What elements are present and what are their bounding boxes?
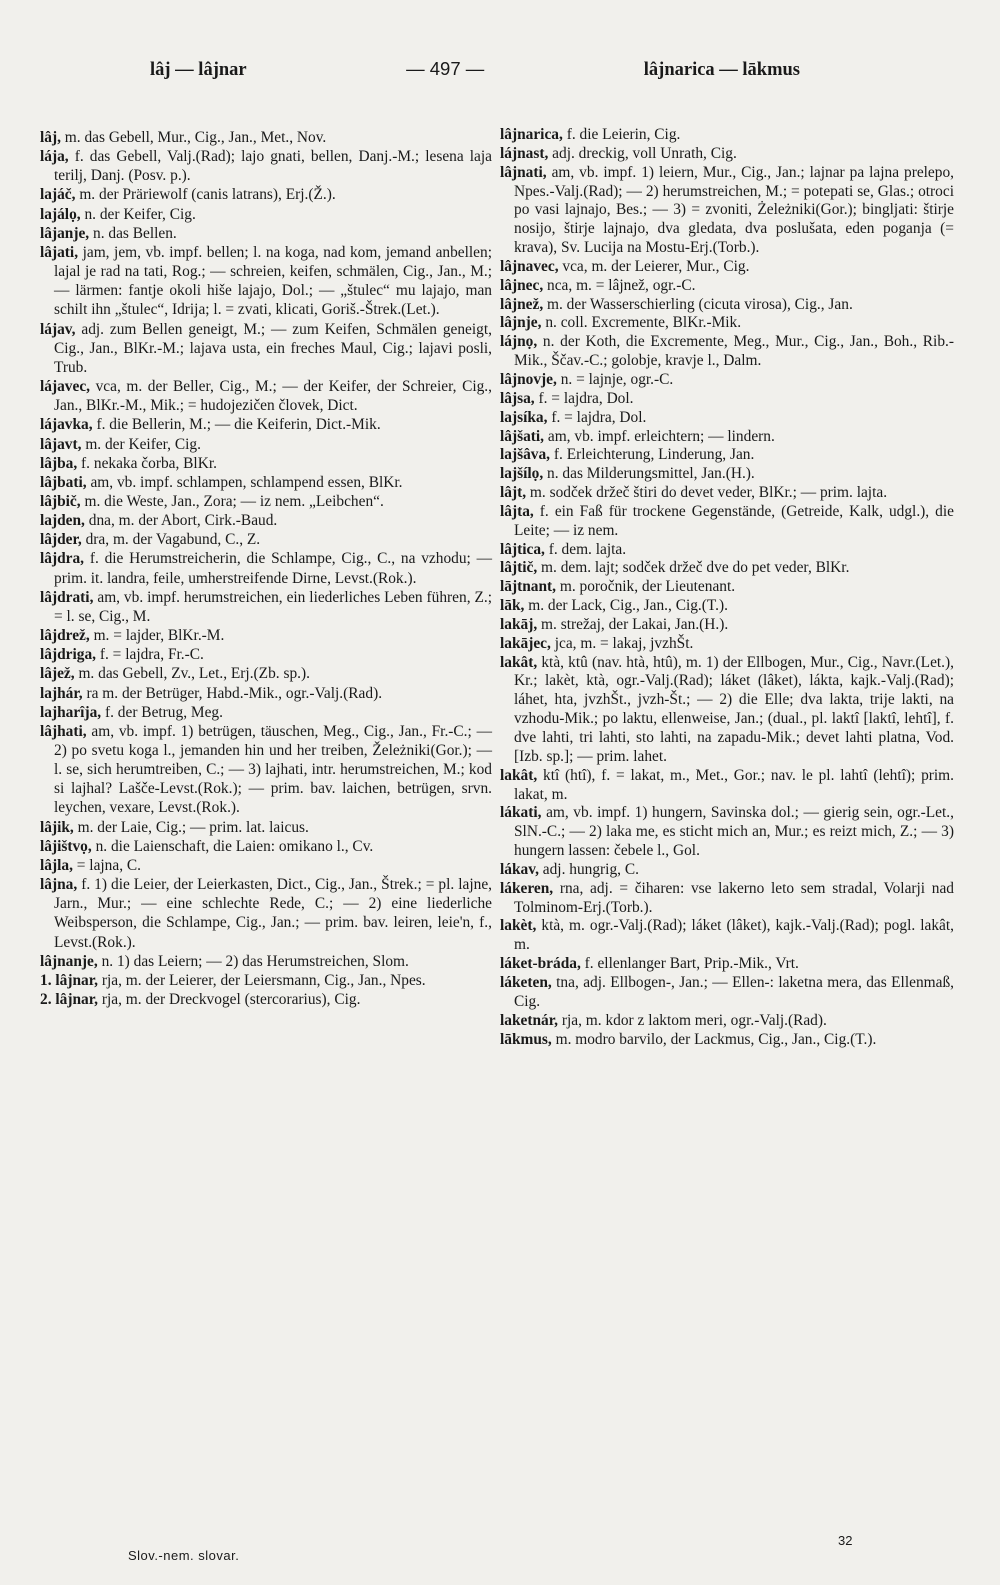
dictionary-entry <box>500 635 954 654</box>
entry-headword: 1. lâjnar, <box>40 971 99 989</box>
dictionary-entry <box>40 530 492 549</box>
dictionary-entry <box>40 703 492 722</box>
running-header <box>150 58 800 81</box>
entry-headword: lakāj, <box>500 615 538 633</box>
dictionary-entry <box>500 804 954 861</box>
dictionary-entry <box>40 492 492 511</box>
entry-definition: adj. zum Bellen geneigt, M.; — zum Keifen, Schmälen geneigt, Cig., Jan., BlKr.-M.; lajava usta, ein freches Maul, Cig.; lajavi posli, Trub. <box>54 320 492 376</box>
entry-headword: lâjnarica, <box>500 126 563 143</box>
entry-definition: f. = lajdra, Dol. <box>547 408 647 426</box>
entry-definition: m. der Laie, Cig.; — prim. lat. laicus. <box>73 818 309 836</box>
entry-headword: lakât, <box>500 653 538 671</box>
entry-headword: lâjla, <box>40 856 73 874</box>
entry-definition: n. coll. Excremente, BlKr.-Mik. <box>541 314 742 332</box>
entry-definition: am, vb. impf. 1) hungern, Savinska dol.; — gierig sein, ogr.-Let., SlN.-C.; — 2) laka me, es sticht mich an, Mur.; es reizt mich, Z.; — 3) hungern lassen: čebele l., Gol. <box>514 804 954 860</box>
entry-definition: vca, m. der Leierer, Mur., Cig. <box>558 257 750 275</box>
entry-definition: am, vb. impf. 1) betrügen, täuschen, Meg., Cig., Jan., Fr.-C.; — 2) po svetu koga l., jemanden hin und her treiben, Želeżniki(Gor.); — l. se, sich herumtreiben, C.; — 3) lajhati, intr. herumstreichen, M.; kod si lajhal? Lašče-Levst.(Rok.); — prim. bav. laichen, betrügen, srvn. leychen, vexare, Levst.(Rok.). <box>54 722 492 817</box>
entry-definition: n. das Bellen. <box>89 224 177 242</box>
entry-definition: am, vb. impf. herumstreichen, ein liederliches Leben führen, Z.; = l. se, Cig., M. <box>54 588 492 625</box>
entry-definition: m. sodček držeč štiri do devet veder, BlKr.; — prim. lajta. <box>526 484 888 502</box>
dictionary-entry <box>500 559 954 578</box>
entry-headword: lâjištvọ, <box>40 837 92 855</box>
entry-headword: lâjati, <box>40 243 79 261</box>
entry-definition: m. das Gebell, Zv., Let., Erj.(Zb. sp.). <box>74 665 310 683</box>
entry-definition: adj. hungrig, C. <box>538 860 639 878</box>
dictionary-entry <box>500 428 954 447</box>
entry-headword: lákati, <box>500 804 542 822</box>
entry-headword: lâjbati, <box>40 473 87 491</box>
dictionary-entry <box>40 224 492 243</box>
entry-headword: lajhár, <box>40 684 83 702</box>
entry-definition: am, vb. impf. 1) leiern, Mur., Cig., Jan.; lajnar pa lajna prelepo, Npes.-Valj.(Rad); — 2) herumstreichen, M.; = potepati se, Glas.; otroci po vasi lajnajo, Bes.; — 3) = zvoniti, Żeleżniki(Gor.); bingljati: štirje nosijo, štirje lajnajo, dva gledata, dva poslušata, eden poganja (= krava), Sv. Lucija na Mostu-Erj.(Torb.). <box>514 163 954 257</box>
entry-definition: nca, m. = lâjnež, ogr.-C. <box>543 276 696 294</box>
header-right-guide-words: lâjnarica — lākmus <box>643 60 800 80</box>
dictionary-entry <box>500 465 954 484</box>
entry-headword: lâjta, <box>500 502 534 520</box>
dictionary-entry <box>500 503 954 541</box>
entry-headword: lâjšati, <box>500 427 545 445</box>
dictionary-entry <box>40 320 492 377</box>
entry-headword: lâjna, <box>40 876 78 894</box>
entry-headword: 2. lâjnar, <box>40 991 99 1009</box>
right-column <box>500 126 954 1049</box>
dictionary-entry <box>500 277 954 296</box>
entry-headword: lája, <box>40 148 69 166</box>
entry-headword: lâjtica, <box>500 540 545 558</box>
entry-definition: m. der Keifer, Cig. <box>81 435 201 453</box>
entry-definition: jam, jem, vb. impf. bellen; l. na koga, nad kom, jemand anbellen; lajal je rad na tati, Rog.; — schreien, keifen, schmälen, Cig., Jan., M.; — lärmen: fantje okoli hiše lajajo, Dol.; — „štulec“ mu lajajo, man schilt ihn „štulec“, Idrija; l. = zvati, klicati, Goriš.-Štrek.(Let.). <box>54 243 492 319</box>
entry-headword: lâjba, <box>40 454 78 472</box>
dictionary-entry <box>500 258 954 277</box>
entry-definition: am, vb. impf. schlampen, schlampend essen, BlKr. <box>86 473 403 491</box>
entry-headword: lâjnež, <box>500 295 544 313</box>
dictionary-entry <box>40 243 492 320</box>
entry-definition: m. = lajder, BlKr.-M. <box>89 627 225 645</box>
dictionary-entry <box>500 371 954 390</box>
entry-definition: f. die Bellerin, M.; — die Keiferin, Dict.-Mik. <box>92 416 381 434</box>
entry-definition: m. das Gebell, Mur., Cig., Jan., Met., Nov. <box>60 129 327 146</box>
dictionary-entry <box>40 185 492 204</box>
entry-definition: = lajna, C. <box>72 856 142 874</box>
dictionary-entry <box>500 616 954 635</box>
dictionary-entry <box>40 205 492 224</box>
header-left-guide-words: lâj — lâjnar <box>150 60 247 80</box>
entry-headword: lákav, <box>500 860 539 878</box>
dictionary-entry <box>500 296 954 315</box>
entry-headword: lájavec, <box>40 378 90 396</box>
entry-headword: lajsíka, <box>500 408 548 426</box>
entry-definition: f. der Betrug, Meg. <box>101 703 223 721</box>
entry-headword: lajharîja, <box>40 703 102 721</box>
entry-definition: n. das Milderungsmittel, Jan.(H.). <box>543 465 755 483</box>
entry-headword: lâjhati, <box>40 722 87 740</box>
entry-headword: lâjdra, <box>40 550 85 568</box>
dictionary-entry <box>500 164 954 258</box>
entry-headword: lākmus, <box>500 1030 552 1048</box>
entry-headword: lajden, <box>40 512 85 530</box>
entry-definition: m. poročnik, der Lieutenant. <box>556 578 736 596</box>
entry-definition: dra, m. der Vagabund, C., Z. <box>81 531 261 549</box>
entry-definition: rja, m. der Dreckvogel (stercorarius), Cig. <box>98 991 361 1009</box>
entry-definition: f. die Herumstreicherin, die Schlampe, Cig., C., na vzhodu; — prim. it. landra, feile, umherstreifende Dirne, Levst.(Rok.). <box>54 550 492 587</box>
dictionary-entry <box>500 917 954 955</box>
entry-headword: lâjnec, <box>500 276 544 294</box>
dictionary-entry <box>500 126 954 145</box>
dictionary-entry <box>500 861 954 880</box>
entry-headword: láketen, <box>500 973 552 991</box>
entry-headword: lâjsa, <box>500 389 535 407</box>
entry-definition: n. = lajnje, ogr.-C. <box>556 370 674 388</box>
entry-definition: m. modro barvilo, der Lackmus, Cig., Jan., Cig.(T.). <box>551 1030 877 1048</box>
dictionary-entry <box>40 415 492 434</box>
footer-signature: Slov.-nem. slovar. <box>128 1548 240 1563</box>
dictionary-entry <box>40 645 492 664</box>
dictionary-entry <box>500 1012 954 1031</box>
entry-headword: lâj, <box>40 129 61 146</box>
entry-definition: m. dem. lajt; sodček držeč dve do pet veder, BlKr. <box>537 559 850 577</box>
entry-headword: lâjdriga, <box>40 646 97 664</box>
dictionary-entry <box>40 837 492 856</box>
dictionary-entry <box>500 314 954 333</box>
entry-definition: m. der Präriewolf (canis latrans), Erj.(Ž.). <box>75 186 336 204</box>
entry-definition: adj. dreckig, voll Unrath, Cig. <box>548 144 737 162</box>
entry-definition: vca, m. der Beller, Cig., M.; — der Keifer, der Schreier, Cig., Jan., BlKr.-M., Mik.; = hudojezičen človek, Dict. <box>54 378 492 415</box>
entry-definition: n. 1) das Leiern; — 2) das Herumstreichen, Slom. <box>97 952 409 970</box>
dictionary-entry <box>40 549 492 587</box>
entry-definition: am, vb. impf. erleichtern; — lindern. <box>544 427 775 445</box>
dictionary-entry <box>500 578 954 597</box>
entry-headword: lâjik, <box>40 818 74 836</box>
dictionary-entry <box>40 722 492 818</box>
dictionary-entry <box>40 435 492 454</box>
entry-definition: f. die Leierin, Cig. <box>562 126 681 143</box>
entry-definition: ktà, m. ogr.-Valj.(Rad); láket (lâket), kajk.-Valj.(Rad); pogl. lakât, m. <box>514 917 954 954</box>
dictionary-entry <box>40 147 492 185</box>
entry-definition: rja, m. kdor z laktom meri, ogr.-Valj.(Rad). <box>558 1011 827 1029</box>
entry-definition: tna, adj. Ellbogen-, Jan.; — Ellen-: laketna mera, das Ellenmaß, Cig. <box>514 973 954 1010</box>
dictionary-entry <box>40 454 492 473</box>
entry-definition: n. der Keifer, Cig. <box>80 205 196 223</box>
entry-definition: rna, adj. = čiharen: vse lakerno leto sem stradal, Volarji nad Tolminom-Erj.(Torb.). <box>514 879 954 916</box>
entry-definition: f. Erleichterung, Linderung, Jan. <box>550 446 755 464</box>
entry-headword: lajálọ, <box>40 205 81 223</box>
entry-headword: lákeren, <box>500 879 554 897</box>
dictionary-entry <box>40 990 492 1009</box>
dictionary-entry <box>40 971 492 990</box>
dictionary-entry <box>500 1031 954 1050</box>
dictionary-entry <box>500 974 954 1012</box>
dictionary-entry <box>40 818 492 837</box>
entry-definition: m. der Lack, Cig., Jan., Cig.(T.). <box>524 597 728 615</box>
entry-definition: f. ein Faß für trockene Gegenstände, (Getreide, Kalk, udgl.), die Leite; — iz nem. <box>514 502 954 539</box>
dictionary-entry <box>40 473 492 492</box>
dictionary-entry <box>40 952 492 971</box>
entry-headword: laketnár, <box>500 1011 559 1029</box>
entry-headword: lâjež, <box>40 665 75 683</box>
entry-headword: lâjnanje, <box>40 952 98 970</box>
entry-headword: lakèt, <box>500 917 537 935</box>
dictionary-entry <box>500 446 954 465</box>
dictionary-entry <box>40 856 492 875</box>
entry-definition: ra m. der Betrüger, Habd.-Mik., ogr.-Valj.(Rad). <box>82 684 383 702</box>
entry-headword: lâjnavec, <box>500 257 559 275</box>
page-number: — 497 — <box>406 58 485 79</box>
entry-headword: lâjanje, <box>40 224 90 242</box>
dictionary-entry <box>40 588 492 626</box>
entry-definition: f. nekaka čorba, BlKr. <box>77 454 217 472</box>
dictionary-entry <box>500 541 954 560</box>
dictionary-entry <box>500 484 954 503</box>
entry-headword: lâjt, <box>500 484 527 502</box>
entry-headword: lâjbič, <box>40 492 81 510</box>
dictionary-entry <box>500 654 954 767</box>
entry-headword: lajáč, <box>40 186 76 204</box>
entry-definition: n. die Laienschaft, die Laien: omikano l., Cv. <box>91 837 374 855</box>
entry-headword: lâjnovje, <box>500 370 557 388</box>
entry-definition: m. der Wasserschierling (cicuta virosa), Cig., Jan. <box>543 295 853 313</box>
dictionary-entry <box>500 597 954 616</box>
entry-definition: n. der Koth, die Excremente, Meg., Mur., Cig., Jan., Boh., Rib.-Mik., Ščav.-C.; golobje, kravje l., Dalm. <box>514 333 954 370</box>
entry-definition: f. = lajdra, Fr.-C. <box>96 646 204 664</box>
left-column <box>40 128 492 1009</box>
dictionary-entry <box>40 377 492 415</box>
entry-headword: lâjtič, <box>500 559 538 577</box>
entry-definition: m. strežaj, der Lakai, Jan.(H.). <box>537 615 729 633</box>
dictionary-entry <box>500 145 954 164</box>
dictionary-entry <box>500 333 954 371</box>
entry-definition: ktà, ktû (nav. htà, htû), m. 1) der Ellbogen, Mur., Cig., Navr.(Let.), Kr.; lakèt, ktà, ogr.-Valj.(Rad); láket (lâket), lákta, kajk.-Valj.(Rad); láhet, hta, jvzhŠt., jvzh-Št.; — 2) die Elle; dva lakta, trije lakti, na vzhodu-Mik.; po laktu, ellenweise, Jan.; (dual., pl. laktî [laktî, lehtî], f. dve lahti, tri lahti, sto lahti, na zapadu-Mik.; devet lahti platna, Vod.[Izb. sp.]; — prim. lahet. <box>514 653 954 765</box>
dictionary-entry <box>500 409 954 428</box>
entry-definition: ktî (htî), f. = lakat, m., Met., Gor.; nav. le pl. lahtî (lehtî); prim. lakat, m. <box>514 766 954 803</box>
dictionary-entry <box>500 767 954 805</box>
entry-headword: lájavka, <box>40 416 93 434</box>
dictionary-entry <box>500 955 954 974</box>
entry-headword: lâjnati, <box>500 163 547 181</box>
entry-headword: lakât, <box>500 766 538 784</box>
entry-headword: lajšílọ, <box>500 465 544 483</box>
dictionary-entry <box>40 875 492 952</box>
entry-definition: f. das Gebell, Valj.(Rad); lajo gnati, bellen, Danj.-M.; lesena laja terilj, Danj. (Posv. p.). <box>54 148 492 185</box>
dictionary-entry <box>40 664 492 683</box>
entry-headword: lâjder, <box>40 531 82 549</box>
entry-headword: lájnast, <box>500 144 549 162</box>
entry-definition: f. ellenlanger Bart, Prip.-Mik., Vrt. <box>580 955 799 973</box>
entry-headword: lâjdrež, <box>40 627 90 645</box>
entry-definition: m. die Weste, Jan., Zora; — iz nem. „Leibchen“. <box>80 492 384 510</box>
entry-headword: lajšâva, <box>500 446 551 464</box>
dictionary-entry <box>40 128 492 147</box>
entry-headword: lakājec, <box>500 634 551 652</box>
entry-headword: lājtnant, <box>500 578 557 596</box>
footer-sheet-number: 32 <box>838 1533 853 1548</box>
entry-definition: dna, m. der Abort, Cirk.-Baud. <box>84 512 278 530</box>
entry-definition: f. dem. lajta. <box>544 540 627 558</box>
entry-headword: lájav, <box>40 320 76 338</box>
entry-headword: lâjdrati, <box>40 588 94 606</box>
entry-headword: láket-bráda, <box>500 955 581 973</box>
entry-definition: f. 1) die Leier, der Leierkasten, Dict., Cig., Jan., Štrek.; = pl. lajne, Jarn., Mur.; — eine schlechte Rede, C.; — 2) eine liederliche Weibsperson, die Schlampe, Cig., Jan.; — prim. bav. leiren, leie'n, f., Levst.(Rok.). <box>54 876 492 951</box>
entry-headword: lâjavt, <box>40 435 82 453</box>
entry-definition: jca, m. = lakaj, jvzhŠt. <box>550 634 694 652</box>
dictionary-entry <box>500 880 954 918</box>
entry-definition: rja, m. der Leierer, der Leiersmann, Cig., Jan., Npes. <box>98 971 426 989</box>
dictionary-entry <box>40 626 492 645</box>
dictionary-entry <box>40 511 492 530</box>
entry-headword: lāk, <box>500 597 525 615</box>
entry-definition: f. = lajdra, Dol. <box>534 389 634 407</box>
dictionary-entry <box>500 390 954 409</box>
entry-headword: lâjnje, <box>500 314 542 332</box>
dictionary-entry <box>40 684 492 703</box>
entry-headword: lájnọ, <box>500 333 538 351</box>
